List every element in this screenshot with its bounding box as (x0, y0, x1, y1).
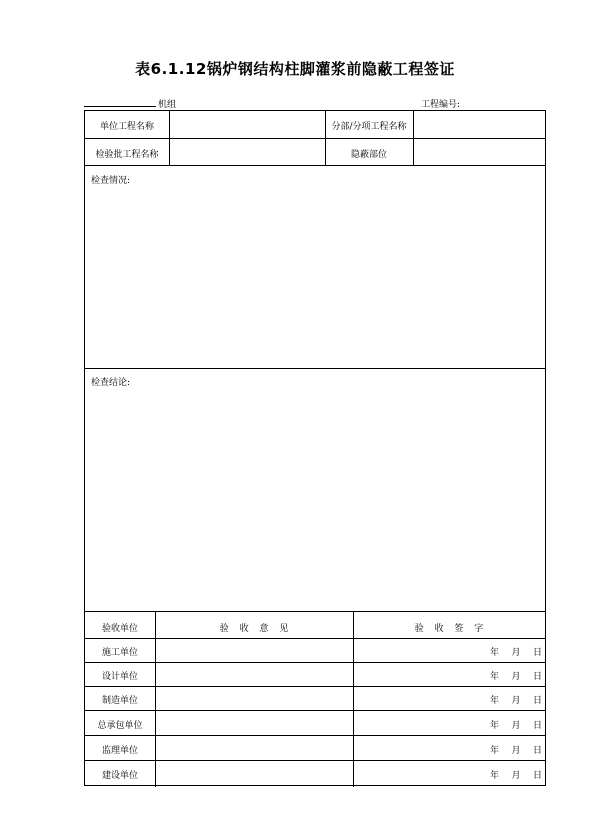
inspection-batch-name-label: 检验批工程名称 (95, 150, 159, 160)
rule (85, 638, 545, 639)
acceptance-row-date[interactable] (490, 768, 542, 781)
inspection-status-area[interactable] (86, 186, 544, 366)
month-label: 月 (511, 746, 521, 756)
sub-project-name-field[interactable] (414, 112, 545, 137)
day-label: 日 (532, 648, 542, 658)
acceptance-row-date[interactable] (490, 743, 542, 756)
rule (85, 710, 545, 711)
concealed-part-label: 隐蔽部位 (350, 150, 387, 160)
concealed-part-field[interactable] (414, 139, 545, 164)
month-label: 月 (511, 648, 521, 658)
acceptance-row-unit: 设计单位 (101, 672, 138, 682)
acceptance-row-unit: 监理单位 (101, 746, 138, 756)
month-label: 月 (511, 721, 521, 731)
acceptance-unit-header: 验收单位 (101, 624, 138, 634)
day-label: 日 (532, 771, 542, 781)
project-number-label: 工程编号: (421, 100, 461, 110)
acceptance-row-date[interactable] (490, 645, 542, 658)
rule (85, 735, 545, 736)
month-label: 月 (511, 696, 521, 706)
acceptance-row-date[interactable] (490, 718, 542, 731)
inspection-status-label: 检查情况: (91, 176, 131, 186)
rule (353, 611, 354, 787)
rule (85, 165, 545, 166)
day-label: 日 (532, 746, 542, 756)
year-label: 年 (490, 672, 500, 682)
acceptance-opinion-header: 验 收 意 见 (219, 624, 289, 634)
rule (85, 368, 545, 369)
unit-project-name-field[interactable] (170, 112, 324, 137)
inspection-conclusion-label: 检查结论: (91, 378, 131, 388)
day-label: 日 (532, 721, 542, 731)
year-label: 年 (490, 771, 500, 781)
form-table (84, 110, 546, 786)
month-label: 月 (511, 672, 521, 682)
acceptance-row-unit: 施工单位 (101, 648, 138, 658)
rule (155, 611, 156, 787)
day-label: 日 (532, 672, 542, 682)
day-label: 日 (532, 696, 542, 706)
page-title: 表6.1.12锅炉钢结构柱脚灌浆前隐蔽工程签证 (135, 60, 455, 78)
sub-project-name-label: 分部/分项工程名称 (331, 122, 407, 132)
unit-project-name-label: 单位工程名称 (99, 122, 154, 132)
year-label: 年 (490, 721, 500, 731)
acceptance-signature-header: 验 收 签 字 (414, 624, 484, 634)
acceptance-row-unit: 总承包单位 (97, 721, 143, 731)
inspection-batch-name-field[interactable] (170, 139, 324, 164)
inspection-conclusion-area[interactable] (86, 388, 544, 609)
year-label: 年 (490, 696, 500, 706)
unit-label: 机组 (158, 100, 177, 110)
unit-blank-line[interactable] (84, 96, 156, 107)
acceptance-row-date[interactable] (490, 693, 542, 706)
year-label: 年 (490, 648, 500, 658)
rule (85, 760, 545, 761)
rule (85, 611, 545, 612)
acceptance-row-unit: 制造单位 (101, 696, 138, 706)
month-label: 月 (511, 771, 521, 781)
acceptance-row-date[interactable] (490, 669, 542, 682)
rule (85, 662, 545, 663)
year-label: 年 (490, 746, 500, 756)
rule (85, 686, 545, 687)
acceptance-row-unit: 建设单位 (101, 771, 138, 781)
